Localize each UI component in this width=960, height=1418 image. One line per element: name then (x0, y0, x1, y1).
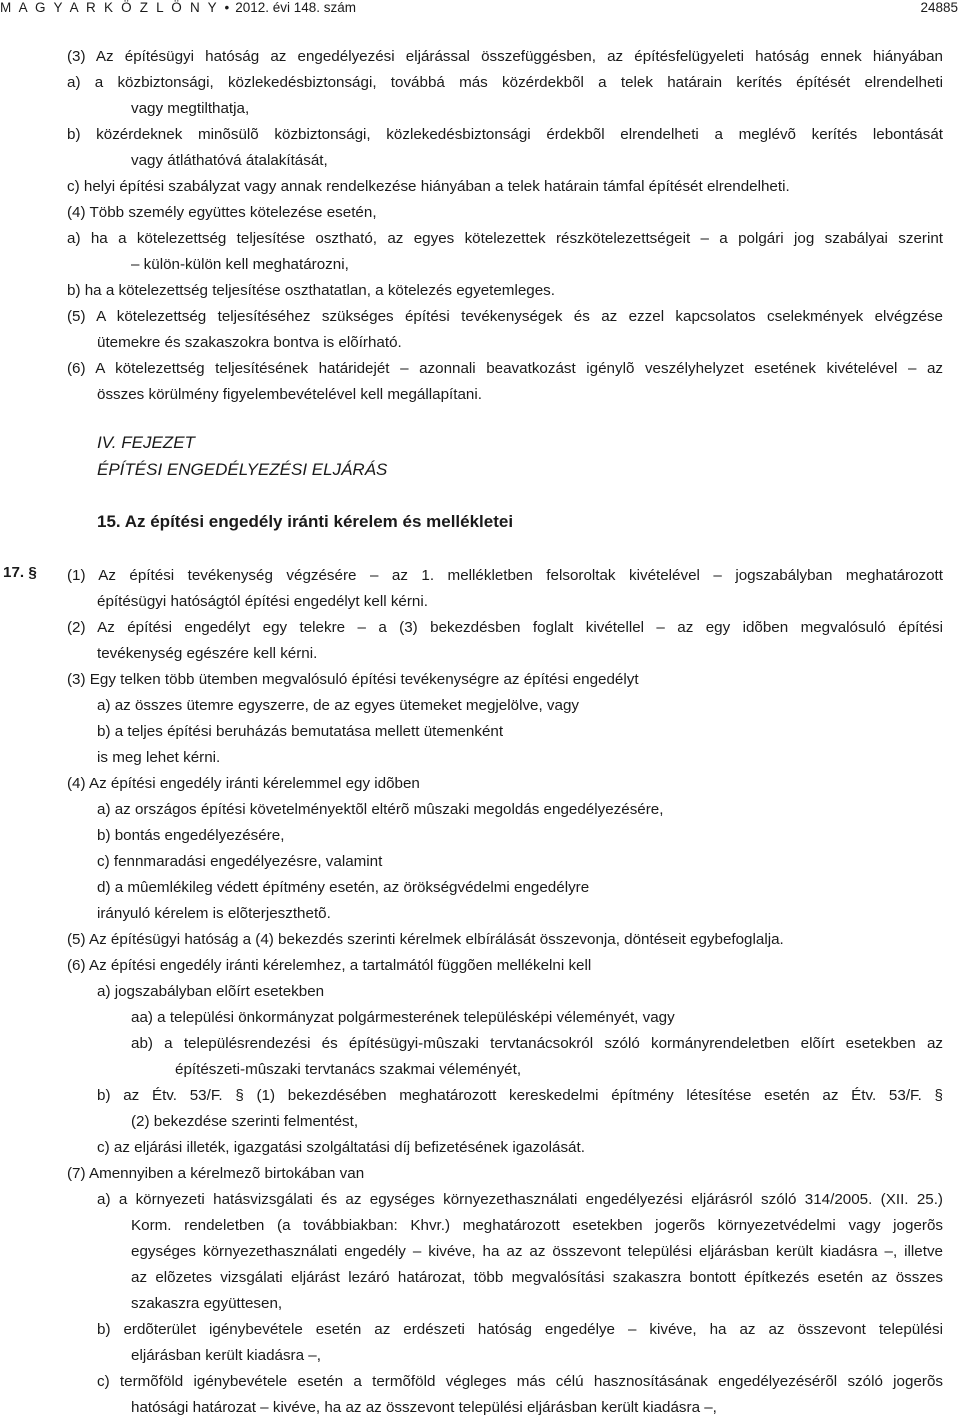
text-line: d) a mûemlékileg védett építmény esetén, az örökségvédelmi engedélyre (97, 879, 590, 896)
text-line: a) az országos építési követelményektõl eltérõ mûszaki megoldás engedélyezésére, (97, 801, 664, 818)
text-line: – külön-külön kell meghatározni, (131, 256, 349, 273)
text-line: (5) A kötelezettség teljesítéséhez szükséges építési tevékenységek és az ezzel kapcsolatos cselekmények elvégzése (67, 308, 943, 325)
text-line: vagy megtilthatja, (131, 100, 250, 117)
text-line: szakaszra együttesen, (131, 1295, 283, 1312)
text-line: is meg lehet kérni. (97, 749, 221, 766)
text-line: (6) A kötelezettség teljesítésének határidejét – azonnali beavatkozást igénylõ veszélyhelyzet esetének kivételével – az (67, 360, 943, 377)
text-line: ütemekre és szakaszokra bontva is elõírható. (97, 334, 402, 351)
page-number: 24885 (920, 0, 958, 15)
text-line: c) helyi építési szabályzat vagy annak rendelkezése hiányában a telek határain támfal építését elrendelheti. (67, 178, 790, 195)
text-line: a) az összes ütemre egyszerre, de az egyes ütemeket megjelölve, vagy (97, 697, 580, 714)
text-line: a) ha a kötelezettség teljesítése osztható, az egyes kötelezettek részkötelezettségeit – a polgári jog szabályai szerint (67, 230, 943, 247)
text-line: a) jogszabályban elõírt esetekben (97, 983, 325, 1000)
text-line: (5) Az építésügyi hatóság a (4) bekezdés szerinti kérelmek elbírálását összevonja, döntéseit egybefoglalja. (67, 931, 784, 948)
header-bullet: • (224, 0, 230, 15)
text-line: c) termõföld igénybevétele esetén a termõföld végleges más célú hasznosításának engedélyezésérõl szóló jogerõs (97, 1373, 943, 1390)
text-line: (2) bekezdése szerinti felmentést, (131, 1113, 359, 1130)
section-heading: 15. Az építési engedély iránti kérelem és mellékletei (97, 512, 514, 531)
text-line: (1) Az építési tevékenység végzésére – az 1. mellékletben felsoroltak kivételével – jogszabályban meghatározott (67, 567, 943, 584)
text-line: (4) Több személy együttes kötelezése esetén, (67, 204, 377, 221)
chapter-number: IV. FEJEZET (97, 433, 195, 452)
header-publication (0, 0, 356, 15)
text-line: aa) a települési önkormányzat polgármesterének településképi véleményét, vagy (131, 1009, 675, 1026)
text-line: b) bontás engedélyezésére, (97, 827, 285, 844)
text-line: b) erdõterület igénybevétele esetén az erdészeti hatóság engedélye – kivéve, ha az az összevont települési (97, 1321, 943, 1338)
text-line: hatósági határozat – kivéve, ha az az összevont települési eljárásban került kiadásra –, (131, 1399, 717, 1416)
text-line: ab) a településrendezési és építésügyi-mûszaki tervtanácsokról szóló kormányrendeletben elõírt esetekben az (131, 1035, 943, 1052)
text-line: építészeti-mûszaki tervtanács szakmai véleményét, (175, 1061, 522, 1078)
page-header (0, 0, 960, 16)
issue-number: 2012. évi 148. szám (235, 0, 357, 15)
magazine-name: M A G Y A R K Ö Z L Ö N Y (0, 0, 219, 15)
text-line: c) fennmaradási engedélyezésre, valamint (97, 853, 383, 870)
text-line: egységes környezethasználati engedély – kivéve, ha az az összevont települési eljárásban került kiadásra –, illetve (131, 1243, 943, 1260)
text-line: összes körülmény figyelembevételével kell megállapítani. (97, 386, 482, 403)
text-line: (7) Amennyiben a kérelmezõ birtokában van (67, 1165, 365, 1182)
text-line: b) ha a kötelezettség teljesítése oszthatatlan, a kötelezés egyetemleges. (67, 282, 555, 299)
text-line: építésügyi hatóságtól építési engedélyt kell kérni. (97, 593, 428, 610)
text-line: (2) Az építési engedélyt egy telekre – a (3) bekezdésben foglalt kivétellel – az egy idõben megvalósuló építési (67, 619, 943, 636)
text-line: (6) Az építési engedély iránti kérelemhez, a tartalmától függõen mellékelni kell (67, 957, 592, 974)
paragraph-number: 17. § (3, 564, 37, 581)
text-line: b) közérdeknek minõsülõ közbiztonsági, közlekedésbiztonsági érdekbõl elrendelheti a meglévõ kerítés lebontását (67, 126, 943, 143)
text-line: vagy átláthatóvá átalakítását, (131, 152, 328, 169)
text-line: c) az eljárási illeték, igazgatási szolgáltatási díj befizetésének igazolását. (97, 1139, 585, 1156)
text-line: (3) Az építésügyi hatóság az engedélyezési eljárással összefüggésben, az építésfelügyeleti hatóság ennek hiányában (67, 48, 943, 65)
text-line: (4) Az építési engedély iránti kérelemmel egy idõben (67, 775, 420, 792)
text-line: b) a teljes építési beruházás bemutatása mellett ütemenként (97, 723, 504, 740)
chapter-title: ÉPÍTÉSI ENGEDÉLYEZÉSI ELJÁRÁS (97, 460, 388, 479)
text-line: eljárásban került kiadásra –, (131, 1347, 321, 1364)
text-line: a) a környezeti hatásvizsgálati és az egységes környezethasználati engedélyezési eljárásról szóló 314/2005. (XII. 25.) (97, 1191, 943, 1208)
text-line: b) az Étv. 53/F. § (1) bekezdésében meghatározott kereskedelmi építmény létesítése esetén az Étv. 53/F. § (97, 1087, 943, 1104)
text-line: Korm. rendeletben (a továbbiakban: Khvr.) meghatározott esetekben jogerõs környezetvédelmi vagy jogerõs (131, 1217, 943, 1234)
text-line: irányuló kérelem is elõterjeszthetõ. (97, 905, 331, 922)
text-line: az elõzetes vizsgálati eljárást lezáró határozat, több megvalósítási szakaszra bontott építkezés esetén az összes (131, 1269, 943, 1286)
text-line: tevékenység egészére kell kérni. (97, 645, 318, 662)
text-line: (3) Egy telken több ütemben megvalósuló építési tevékenységre az építési engedélyt (67, 671, 639, 688)
text-line: a) a közbiztonsági, közlekedésbiztonsági, továbbá más közérdekbõl a telek határain kerítés építését elrendelheti (67, 74, 943, 91)
